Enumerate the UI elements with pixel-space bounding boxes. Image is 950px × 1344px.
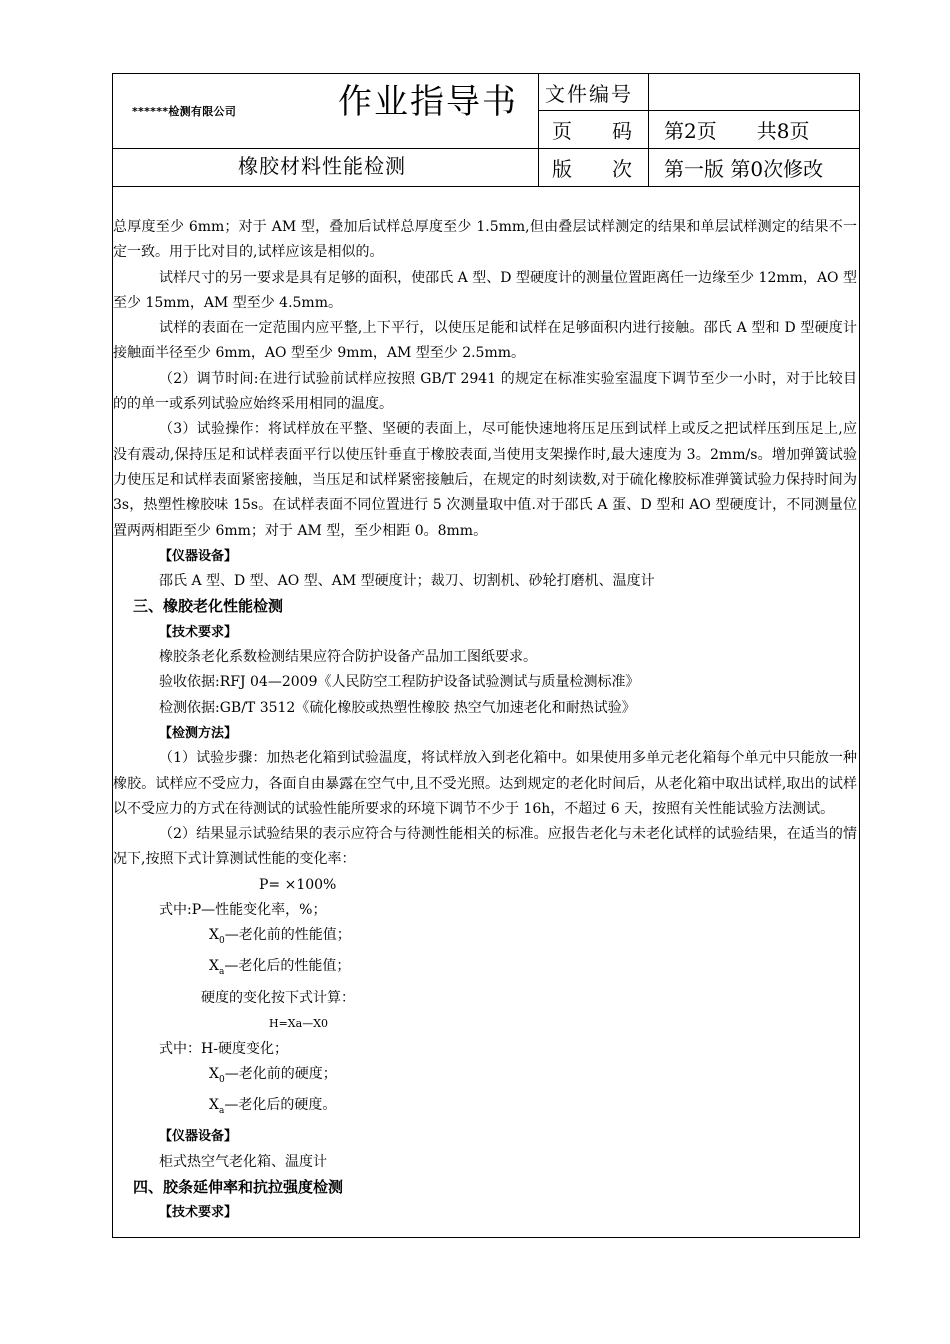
paragraph: 橡胶条老化系数检测结果应符合防护设备产品加工图纸要求。 [159, 649, 537, 666]
paragraph: 硬度的变化按下式计算： [201, 989, 355, 1006]
formula: H=Xa—X0 [269, 1016, 329, 1030]
formula-legend: $X_a—$老化后的硬度。 [209, 1097, 337, 1116]
formula-legend: $X_0—$老化前的硬度； [209, 1066, 337, 1085]
paragraph: 试样尺寸的另一要求是具有足够的面积，使邵氏 A 型、D 型硬度计的测量位置距离任一边缘至少 12mm，AO 型至少 15mm，AM 型至少 4.5mm。 [113, 269, 857, 311]
formula-legend: 式中:P—性能变化率，%； [159, 902, 327, 919]
paragraph: （1）试验步骤：加热老化箱到试验温度，将试样放入到老化箱中。如果使用多单元老化箱每个单元中只能放一种橡胶。试样应不受应力，各面自由暴露在空气中,且不受光照。达到规定的老化时间后，从老化箱中取出试样,取出的试样以不受应力的方式在待测试的试验性能所要求的环境下调节不少于 16h，不超过 6 天，按照有关性能试验方法测试。 [113, 750, 857, 817]
formula: P= ×100% [259, 876, 337, 893]
paragraph: （2）结果显示试验结果的表示应符合与待测性能相关的标准。应报告老化与未老化试样的试验结果，在适当的情况下,按照下式计算测试性能的变化率： [113, 826, 857, 868]
doc-number-label: 文件编号 [545, 82, 633, 106]
paragraph: 总厚度至少 6mm；对于 AM 型，叠加后试样总厚度至少 1.5mm,但由叠层试样测定的结果和单层试样测定的结果不一定一致。用于比对目的,试样应该是相似的。 [113, 219, 857, 261]
section-heading: 四、胶条延伸率和抗拉强度检测 [133, 1177, 344, 1196]
header-divider [112, 148, 860, 149]
paragraph: 检测依据:GB/T 3512《硫化橡胶或热塑性橡胶 热空气加速老化和耐热试验》 [159, 699, 636, 716]
formula-legend: $X_0—$老化前的性能值； [209, 927, 351, 947]
subheading: 【检测方法】 [159, 725, 238, 741]
page-label: 页 码 [552, 119, 632, 143]
version-value: 第一版 第0次修改 [664, 157, 824, 181]
paragraph: （3）试验操作：将试样放在平整、坚硬的表面上，尽可能快速地将压足压到试样上或反之把试样压到压足上,应没有震动,保持压足和试样表面平行以使压针垂直于橡胶表面,当使用支架操作时,最大速度为 3。2mm/s。增加弹簧试验力使压足和试样表面紧密接触，当压足和试样紧密接触后，在规定的时刻读数,对于硫化橡胶标准弹簧试验力保持时间为 3s，热塑性橡胶味 15s。在试样表面不同位置进行 5 次测量取中值.对于邵氏 A 蛋、D 型和 AO 型硬度计，不同测量位置两两相距至少 6mm；对于 AM 型，至少相距 0。8mm。 [113, 421, 857, 539]
page-value: 第2页 共8页 [664, 119, 810, 143]
paragraph: 试样的表面在一定范围内应平整,上下平行，以使压足能和试样在足够面积内进行接触。邵氏 A 型和 D 型硬度计接触面半径至少 6mm，AO 型至少 9mm，AM 型至少 2.5mm。 [113, 320, 857, 362]
header-divider [538, 110, 860, 111]
header-divider [112, 186, 860, 187]
section-heading: 三、橡胶老化性能检测 [133, 597, 284, 616]
formula-legend: $X_a—$老化后的性能值； [209, 958, 351, 978]
subheading: 【仪器设备】 [159, 1129, 238, 1145]
header-divider [538, 73, 539, 186]
formula-legend: 式中：H-硬度变化； [159, 1040, 288, 1057]
subheading: 【技术要求】 [159, 624, 238, 640]
header-divider [648, 73, 649, 186]
subheading: 【技术要求】 [159, 1205, 238, 1221]
subheading: 【仪器设备】 [159, 548, 238, 564]
paragraph: 验收依据:RFJ 04—2009《人民防空工程防护设备试验测试与质量检测标准》 [159, 674, 640, 691]
document-title: 作业指导书 [338, 82, 518, 122]
paragraph: 邵氏 A 型、D 型、AO 型、AM 型硬度计；裁刀、切割机、砂轮打磨机、温度计 [159, 573, 655, 590]
document-body [113, 215, 857, 1225]
version-label: 版 次 [552, 157, 632, 181]
paragraph: （2）调节时间:在进行试验前试样应按照 GB/T 2941 的规定在标准实验室温度下调节至少一小时，对于比较目的的单一或系列试验应始终采用相同的温度。 [113, 370, 857, 413]
paragraph: 柜式热空气老化箱、温度计 [159, 1153, 327, 1170]
document-subject: 橡胶材料性能检测 [238, 154, 406, 178]
company-name: ******检测有限公司 [132, 105, 237, 118]
